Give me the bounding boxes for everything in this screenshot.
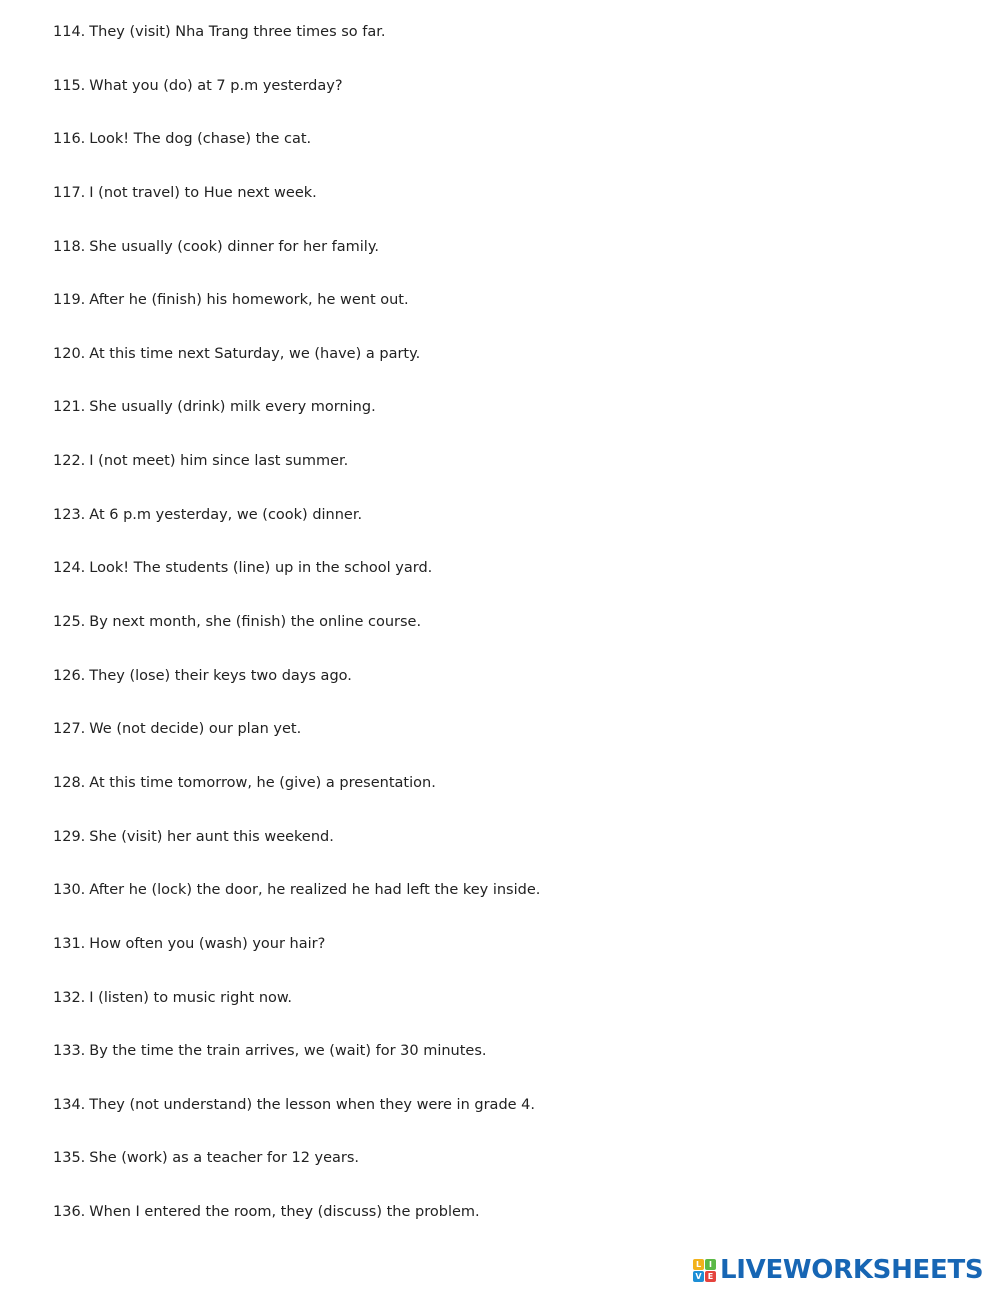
item-number: 124.: [53, 560, 86, 577]
item-number: 131.: [53, 935, 86, 952]
exercise-item: [53, 611, 980, 665]
exercise-item: [53, 182, 980, 236]
item-text: They (not understand) the lesson when they were in grade 4.: [89, 1096, 536, 1113]
worksheet: [53, 21, 980, 1255]
logo-mark-letter: V: [693, 1271, 704, 1282]
item-text: They (visit) Nha Trang three times so far.: [89, 24, 386, 40]
exercise-item: [53, 826, 980, 880]
exercise-item: [53, 289, 980, 343]
exercise-item: [53, 1147, 980, 1201]
exercise-item: [53, 21, 980, 75]
item-text: After he (lock) the door, he realized he had left the key inside.: [89, 882, 541, 899]
item-text: We (not decide) our plan yet.: [89, 721, 302, 738]
item-text: Look! The dog (chase) the cat.: [89, 131, 312, 148]
item-text: She usually (cook) dinner for her family.: [89, 238, 379, 255]
item-number: 136.: [53, 1204, 86, 1221]
item-text: Look! The students (line) up in the school yard.: [89, 560, 433, 577]
item-text: She (work) as a teacher for 12 years.: [89, 1150, 360, 1167]
exercise-item: [53, 128, 980, 182]
item-number: 127.: [53, 721, 86, 738]
item-text: By next month, she (finish) the online course.: [89, 614, 422, 631]
exercise-item: [53, 450, 980, 504]
item-text: At 6 p.m yesterday, we (cook) dinner.: [89, 506, 363, 523]
item-number: 121.: [53, 399, 86, 416]
exercise-item: [53, 75, 980, 129]
logo-mark-icon: [693, 1259, 716, 1282]
item-number: 123.: [53, 506, 86, 523]
item-text: At this time next Saturday, we (have) a party.: [89, 345, 421, 362]
exercise-item: [53, 1094, 980, 1148]
exercise-item: [53, 987, 980, 1041]
item-number: 135.: [53, 1150, 86, 1167]
item-number: 134.: [53, 1096, 86, 1113]
logo-mark-letter: I: [705, 1259, 716, 1270]
item-text: They (lose) their keys two days ago.: [89, 667, 352, 684]
item-number: 129.: [53, 828, 86, 845]
item-number: 130.: [53, 882, 86, 899]
item-number: 133.: [53, 1043, 86, 1060]
item-text: By the time the train arrives, we (wait) for 30 minutes.: [89, 1043, 487, 1060]
logo-mark-letter: E: [705, 1271, 716, 1282]
item-number: 115.: [53, 77, 86, 94]
item-text: I (not travel) to Hue next week.: [89, 184, 317, 201]
item-number: 119.: [53, 292, 86, 309]
exercise-item: [53, 1040, 980, 1094]
item-number: 116.: [53, 131, 86, 148]
item-number: 114.: [53, 24, 86, 40]
liveworksheets-logo: [693, 1254, 983, 1286]
exercise-item: [53, 236, 980, 290]
exercise-item: [53, 1201, 980, 1255]
item-text: She usually (drink) milk every morning.: [89, 399, 376, 416]
item-text: I (listen) to music right now.: [89, 989, 293, 1006]
logo-text: LIVEWORKSHEETS: [720, 1255, 984, 1285]
exercise-item: [53, 879, 980, 933]
exercise-item: [53, 718, 980, 772]
item-number: 126.: [53, 667, 86, 684]
exercise-item: [53, 665, 980, 719]
item-number: 132.: [53, 989, 86, 1006]
item-text: When I entered the room, they (discuss) the problem.: [89, 1204, 480, 1221]
exercise-item: [53, 772, 980, 826]
item-text: What you (do) at 7 p.m yesterday?: [89, 77, 343, 94]
exercise-item: [53, 343, 980, 397]
item-text: She (visit) her aunt this weekend.: [89, 828, 334, 845]
item-number: 122.: [53, 453, 86, 470]
item-text: At this time tomorrow, he (give) a presentation.: [89, 774, 436, 791]
item-text: After he (finish) his homework, he went out.: [89, 292, 409, 309]
logo-mark-letter: L: [693, 1259, 704, 1270]
item-number: 128.: [53, 774, 86, 791]
exercise-item: [53, 504, 980, 558]
exercise-item: [53, 933, 980, 987]
item-text: I (not meet) him since last summer.: [89, 453, 349, 470]
exercise-item: [53, 396, 980, 450]
item-number: 117.: [53, 184, 86, 201]
item-text: How often you (wash) your hair?: [89, 935, 326, 952]
item-number: 125.: [53, 614, 86, 631]
exercise-item: [53, 557, 980, 611]
item-number: 120.: [53, 345, 86, 362]
item-number: 118.: [53, 238, 86, 255]
